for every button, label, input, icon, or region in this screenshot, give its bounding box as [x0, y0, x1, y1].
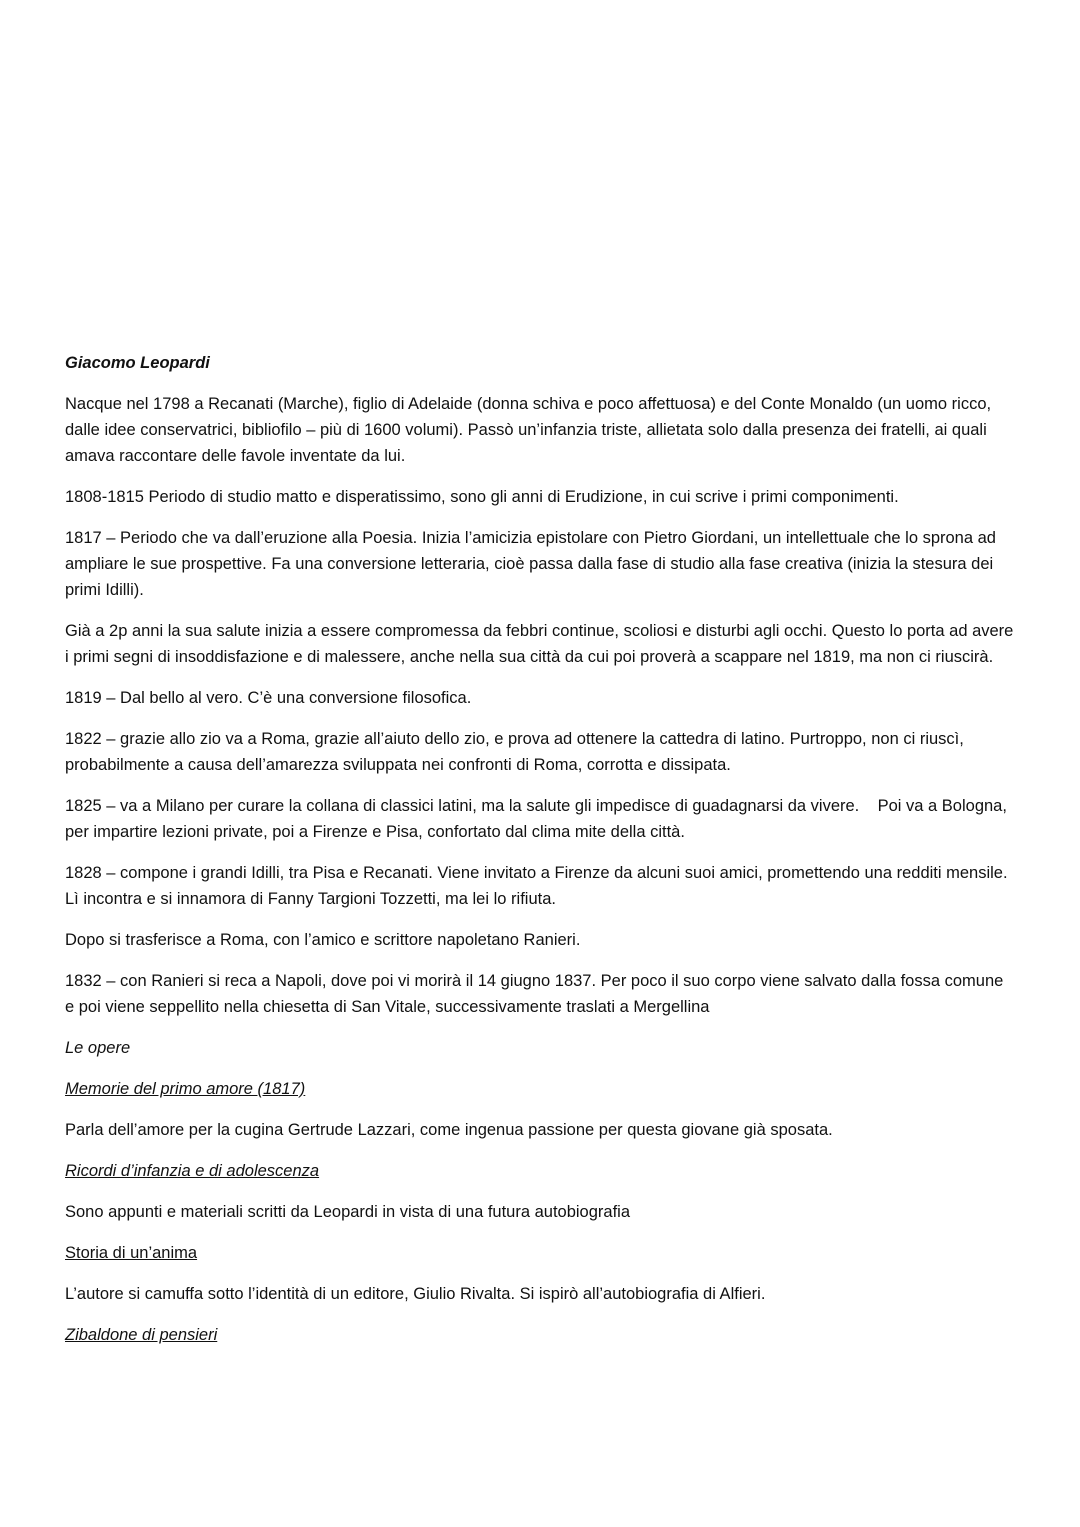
document-page	[65, 350, 1015, 1363]
work-title: Ricordi d’infanzia e di adolescenza	[65, 1162, 320, 1180]
bio-paragraph-1832: 1832 – con Ranieri si reca a Napoli, dove poi vi morirà il 14 giugno 1837. Per poco il suo corpo viene salvato dalla fossa comune e poi viene seppellito nella chiesetta di San Vitale, successivamente traslati a Mergellina	[65, 972, 1004, 1016]
bio-paragraph-1819: 1819 – Dal bello al vero. C’è una conversione filosofica.	[65, 689, 472, 707]
work-description: L’autore si camuffa sotto l’identità di un editore, Giulio Rivalta. Si ispirò all’autobiografia di Alfieri.	[65, 1285, 766, 1303]
bio-paragraph-1817: 1817 – Periodo che va dall’eruzione alla Poesia. Inizia l’amicizia epistolare con Pietro Giordani, un intellettuale che lo sprona ad ampliare le sue prospettive. Fa una conversione letteraria, cioè passa dalla fase di studio alla fase creativa (inizia la stesura dei primi Idilli).	[65, 529, 996, 599]
bio-paragraph-rome: Dopo si trasferisce a Roma, con l’amico e scrittore napoletano Ranieri.	[65, 931, 581, 949]
bio-paragraph-birth: Nacque nel 1798 a Recanati (Marche), figlio di Adelaide (donna schiva e poco affettuosa) e del Conte Monaldo (un uomo ricco, dalle idee conservatrici, bibliofilo – più di 1600 volumi). Passò un’infanzia triste, allietata solo dalla presenza dei fratelli, ai quali amava raccontare delle favole inventate da lui.	[65, 395, 992, 465]
work-title: Memorie del primo amore (1817)	[65, 1080, 306, 1098]
bio-paragraph-1822: 1822 – grazie allo zio va a Roma, grazie all’aiuto dello zio, e prova ad ottenere la cattedra di latino. Purtroppo, non ci riuscì, probabilmente a causa dell’amarezza sviluppata nei confronti di Roma, corrotta e dissipata.	[65, 730, 964, 774]
bio-paragraph-1825: 1825 – va a Milano per curare la collana di classici latini, ma la salute gli impedisce di guadagnarsi da vivere. Poi va a Bologna, per impartire lezioni private, poi a Firenze e Pisa, confortato dal clima mite della città.	[65, 797, 1012, 841]
bio-paragraph-1828: 1828 – compone i grandi Idilli, tra Pisa e Recanati. Viene invitato a Firenze da alcuni suoi amici, promettendo una redditi mensile. Lì incontra e si innamora di Fanny Targioni Tozzetti, ma lei lo rifiuta.	[65, 864, 1008, 908]
bio-paragraph-health: Già a 2p anni la sua salute inizia a essere compromessa da febbri continue, scoliosi e disturbi agli occhi. Questo lo porta ad avere i primi segni di insoddisfazione e di malessere, anche nella sua città da cui poi proverà a scappare nel 1819, ma non ci riuscirà.	[65, 622, 1014, 666]
work-description: Parla dell’amore per la cugina Gertrude Lazzari, come ingenua passione per questa giovane già sposata.	[65, 1121, 833, 1139]
document-title: Giacomo Leopardi	[65, 354, 210, 372]
works-heading: Le opere	[65, 1039, 131, 1057]
work-title: Zibaldone di pensieri	[65, 1326, 218, 1344]
work-title: Storia di un’anima	[65, 1244, 198, 1262]
bio-paragraph-1808: 1808-1815 Periodo di studio matto e disperatissimo, sono gli anni di Erudizione, in cui scrive i primi componimenti.	[65, 488, 899, 506]
work-description: Sono appunti e materiali scritti da Leopardi in vista di una futura autobiografia	[65, 1203, 631, 1221]
